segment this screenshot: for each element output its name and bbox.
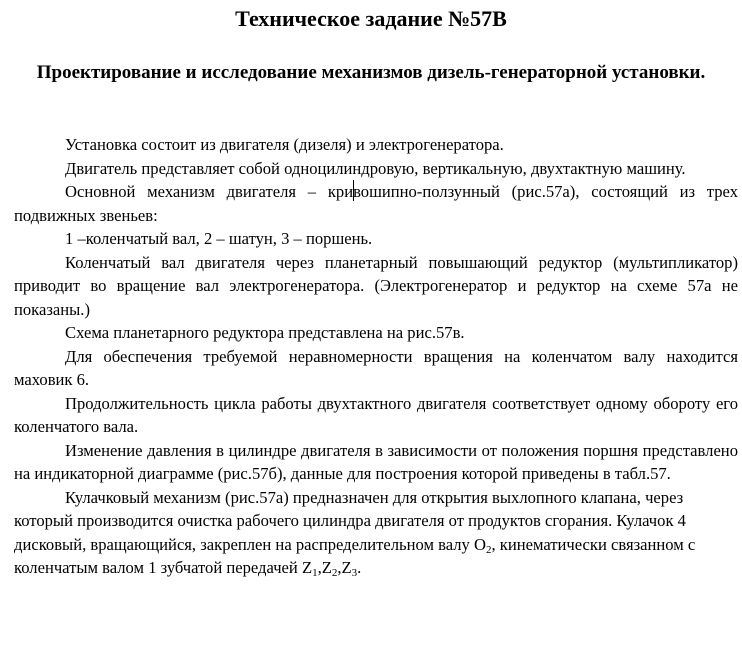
paragraph-10-text: Кулачковый механизм (рис.57а) предназначен для открытия выхлопного клапана, через который производится очистка рабочего цилиндра двигателя от продуктов сгорания. Кулачок 4 дисковый, вращающийся, закреплен на распределительном валу O [14, 487, 686, 554]
paragraph-8: Продолжительность цикла работы двухтактного двигателя соответствует одному обороту его коленчатого вала. [14, 393, 738, 436]
paragraph-7: Для обеспечения требуемой неравномерности вращения на коленчатом валу находится маховик 6. [14, 346, 738, 389]
paragraph-3-part-b: вошипно-ползунный (рис.57а), состоящий из трех подвижных звеньев: [14, 182, 738, 225]
paragraph-2: Двигатель представляет собой одноцилиндровую, вертикальную, двухтактную машину. [65, 158, 686, 178]
subscript-z3: 3 [351, 567, 358, 579]
paragraph-10-end: . [357, 558, 362, 577]
separator-2: ,Z [337, 558, 352, 577]
separator-1: ,Z [317, 558, 332, 577]
paragraph-5: Коленчатый вал двигателя через планетарный повышающий редуктор (мультипликатор) приводит во вращение вал электрогенератора. (Электрогенератор и редуктор на схеме 57а не показаны.) [14, 252, 738, 319]
paragraph-4: 1 –коленчатый вал, 2 – шатун, 3 – поршень. [65, 229, 373, 248]
paragraph-10 [14, 486, 738, 580]
document-subtitle: Проектирование и исследование механизмов дизель-генераторной установки. [36, 62, 706, 83]
paragraph-3 [14, 180, 738, 227]
paragraph-9: Изменение давления в цилиндре двигателя в зависимости от положения поршня представлено на индикаторной диаграмме (рис.57б), данные для построения которой приведены в табл.57. [14, 440, 738, 483]
subscript-z2: 2 [331, 567, 338, 579]
document-body [14, 133, 738, 580]
paragraph-6: Схема планетарного редуктора представлена на рис.57в. [65, 323, 465, 342]
paragraph-3-part-a: Основной механизм двигателя – кри [65, 182, 354, 201]
paragraph-1: Установка состоит из двигателя (дизеля) и электрогенератора. [65, 135, 504, 154]
subscript-z1: 1 [312, 567, 318, 579]
subscript-o: 2 [485, 543, 492, 556]
document-title: Техническое задание №57В [235, 6, 507, 31]
paragraph-10-text-2: , кинематически связанном с коленчатым валом 1 зубчатой передачей Z [14, 534, 696, 577]
